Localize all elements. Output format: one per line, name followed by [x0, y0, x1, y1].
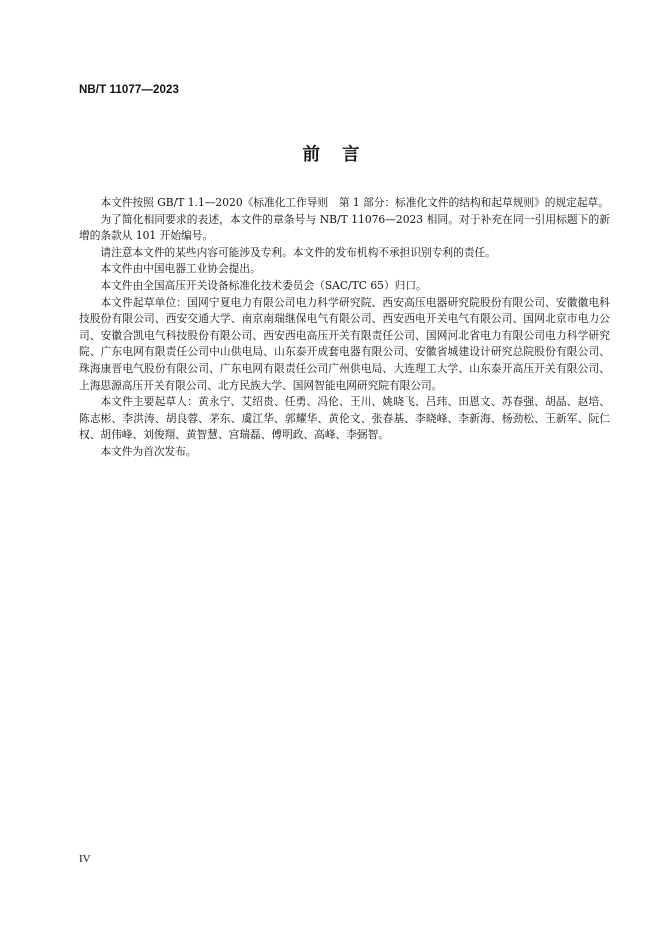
paragraph-responsible-committee: 本文件由全国高压开关设备标准化技术委员会（SAC/TC 65）归口。: [100, 278, 427, 292]
paragraph-main-drafters: 本文件主要起草人：黄永宁、艾绍贵、任勇、冯伦、王川、姚晓飞、吕玮、田恩文、苏春强、胡晶、赵培、陈志彬、李洪涛、胡良蓉、茅东、虞江华、郭耀华、黄伦文、张春基、李晓峰、李新海、杨劲松、王新军、阮仁权、胡伟峰、刘俊翔、黄智慧、宫瑞磊、傅明政、高峰、李弼智。: [79, 395, 610, 442]
paragraph-drafting-rules: 本文件按照 GB/T 1.1—2020《标准化工作导则 第 1 部分：标准化文件的结构和起草规则》的规定起草。: [100, 196, 609, 209]
page-number: IV: [79, 853, 91, 865]
paragraph-patent-notice: 请注意本文件的某些内容可能涉及专利。本文件的发布机构不承担识别专利的责任。: [100, 245, 496, 259]
page-title: 前言: [302, 145, 382, 165]
paragraph-first-release: 本文件为首次发布。: [100, 444, 197, 458]
paragraph-drafting-organizations: 本文件起草单位：国网宁夏电力有限公司电力科学研究院、西安高压电器研究院股份有限公司、安徽徽电科技股份有限公司、西安交通大学、南京南瑞继保电气有限公司、西安西电开关电气有限公司、国网北京市电力公司、安徽合凯电气科技股份有限公司、西安西电高压开关有限责任公司、国网河北省电力有限公司电力科学研究院、广东电网有限责任公司中山供电局、山东泰开成套电器有限公司、安徽省城建设计研究总院股份有限公司、珠海康晋电气股份有限公司、广东电网有限责任公司广州供电局、大连理工大学、山东泰开高压开关有限公司、上海思源高压开关有限公司、北方民族大学、国网智能电网研究院有限公司。: [79, 295, 610, 392]
paragraph-proposer: 本文件由中国电器工业协会提出。: [100, 262, 261, 276]
document-code: NB/T 11077—2023: [79, 84, 179, 96]
paragraph-clause-numbering: 为了简化相同要求的表述，本文件的章条号与 NB/T 11076—2023 相同。对于补充在同一引用标题下的新增的条款从 101 开始编号。: [79, 212, 610, 243]
foreword-body: [79, 195, 610, 461]
